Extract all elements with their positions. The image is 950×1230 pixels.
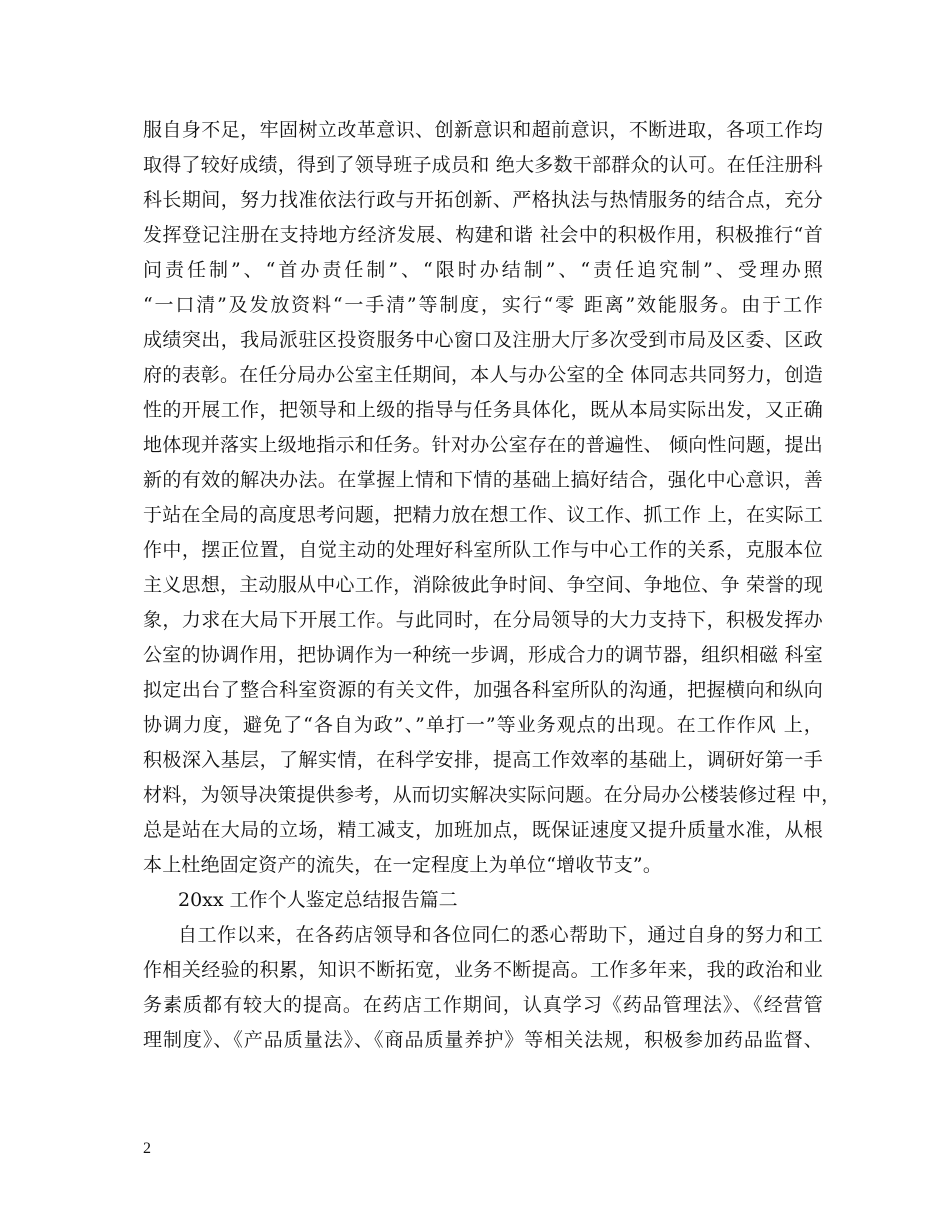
paragraph-line: 府的表彰。在任分局办公室主任期间，本人与办公室的全 体同志共同努力，创造 bbox=[143, 364, 823, 386]
paragraph-line: 问责任制”、“首办责任制”、“限时办结制”、“责任追究制”、受理办照 bbox=[143, 259, 823, 281]
paragraph-line: 材料，为领导决策提供参考，从而切实解决实际问题。在分局办公楼装修过程 中， bbox=[143, 784, 841, 806]
section-heading: 20xx 工作个人鉴定总结报告篇二 bbox=[178, 889, 458, 911]
paragraph-line: 地体现并落实上级地指示和任务。针对办公室存在的普遍性、 倾向性问题，提出 bbox=[143, 434, 823, 456]
paragraph-line: 服自身不足，牢固树立改革意识、创新意识和超前意识，不断进取，各项工作均 bbox=[143, 119, 823, 141]
paragraph-line: 总是站在大局的立场，精工减支，加班加点，既保证速度又提升质量水准，从根 bbox=[143, 819, 823, 841]
paragraph-line: 成绩突出，我局派驻区投资服务中心窗口及注册大厅多次受到市局及区委、区政 bbox=[143, 329, 823, 351]
paragraph-line: “一口清”及发放资料“一手清”等制度，实行“零 距离”效能服务。由于工作 bbox=[143, 294, 823, 316]
paragraph-line: 新的有效的解决办法。在掌握上情和下情的基础上搞好结合，强化中心意识，善 bbox=[143, 469, 823, 491]
paragraph-line: 作中，摆正位置，自觉主动的处理好科室所队工作与中心工作的关系，克服本位 bbox=[143, 539, 823, 561]
paragraph-line: 务素质都有较大的提高。在药店工作期间，认真学习《药品管理法》、《经营管 bbox=[143, 994, 823, 1016]
paragraph-line: 科长期间，努力找准依法行政与开拓创新、严格执法与热情服务的结合点，充分 bbox=[143, 189, 823, 211]
paragraph-line: 协调力度，避免了“各自为政”、”单打一”等业务观点的出现。在工作作风 上， bbox=[143, 714, 823, 736]
paragraph-line: 象，力求在大局下开展工作。与此同时，在分局领导的大力支持下，积极发挥办 bbox=[143, 609, 823, 631]
paragraph-line: 积极深入基层，了解实情，在科学安排，提高工作效率的基础上，调研好第一手 bbox=[143, 749, 823, 771]
paragraph-line: 于站在全局的高度思考问题，把精力放在想工作、议工作、抓工作 上，在实际工 bbox=[143, 504, 823, 526]
page-number: 2 bbox=[143, 1140, 151, 1157]
paragraph-line: 性的开展工作，把领导和上级的指导与任务具体化，既从本局实际出发，又正确 bbox=[143, 399, 823, 421]
paragraph-line: 主义思想，主动服从中心工作，消除彼此争时间、争空间、争地位、争 荣誉的现 bbox=[143, 574, 823, 596]
paragraph-line-first: 自工作以来，在各药店领导和各位同仁的悉心帮助下，通过自身的努力和工 bbox=[178, 924, 823, 946]
paragraph-line: 发挥登记注册在支持地方经济发展、构建和谐 社会中的积极作用，积极推行“首 bbox=[143, 224, 823, 246]
paragraph-line: 作相关经验的积累，知识不断拓宽，业务不断提高。工作多年来，我的政治和业 bbox=[143, 959, 823, 981]
paragraph-line-last: 本上杜绝固定资产的流失，在一定程度上为单位“增收节支”。 bbox=[143, 854, 663, 876]
paragraph-line: 取得了较好成绩，得到了领导班子成员和 绝大多数干部群众的认可。在任注册科 bbox=[143, 154, 823, 176]
paragraph-line: 理制度》、《产品质量法》、《商品质量养护》等相关法规，积极参加药品监督、 bbox=[143, 1029, 823, 1051]
paragraph-line: 拟定出台了整合科室资源的有关文件，加强各科室所队的沟通，把握横向和纵向 bbox=[143, 679, 823, 701]
paragraph-line: 公室的协调作用，把协调作为一种统一步调，形成合力的调节器，组织相磁 科室 bbox=[143, 644, 823, 666]
